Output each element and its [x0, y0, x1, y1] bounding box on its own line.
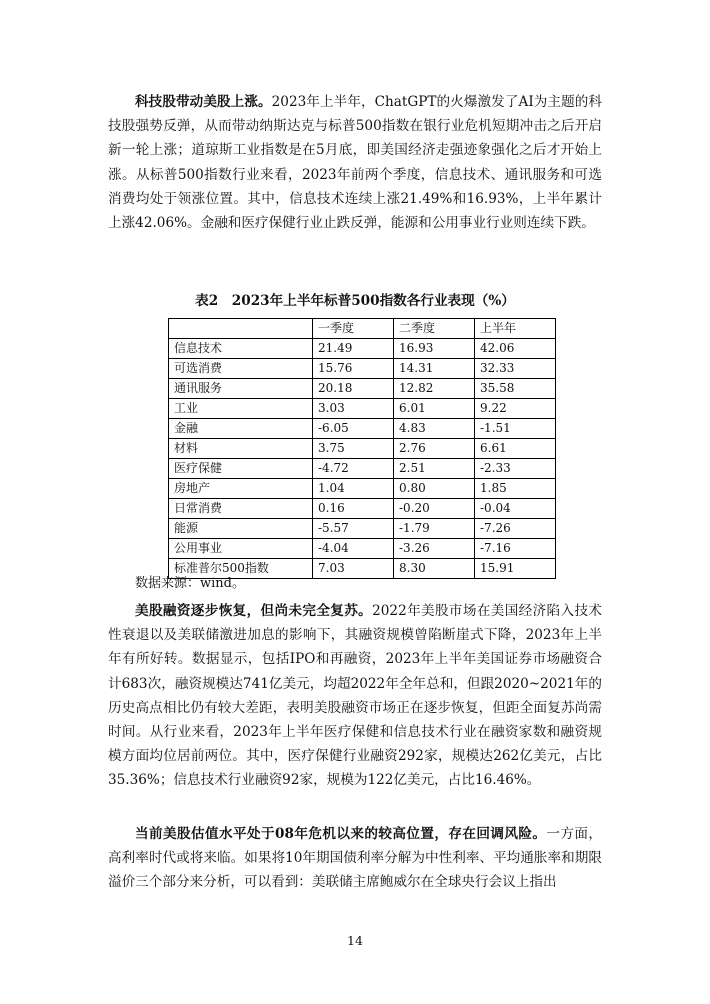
paragraph-valuation: [108, 822, 602, 895]
page-number: 14: [347, 933, 363, 948]
table-row: [169, 539, 556, 559]
sector-name-cell: 工业: [169, 399, 313, 419]
value-cell: 15.91: [475, 559, 556, 579]
value-cell: 2.51: [394, 459, 475, 479]
value-cell: 15.76: [313, 359, 394, 379]
table-row: [169, 499, 556, 519]
value-cell: 0.80: [394, 479, 475, 499]
sector-name-cell: 公用事业: [169, 539, 313, 559]
sector-name-cell: 可选消费: [169, 359, 313, 379]
sector-name-cell: 房地产: [169, 479, 313, 499]
sector-name-cell: 金融: [169, 419, 313, 439]
value-cell: 2.76: [394, 439, 475, 459]
table-row: [169, 439, 556, 459]
table-row: [169, 519, 556, 539]
table-header-cell: 上半年: [475, 319, 556, 339]
value-cell: 0.16: [313, 499, 394, 519]
paragraph-lead: 科技股带动美股上涨。: [135, 94, 272, 110]
value-cell: 42.06: [475, 339, 556, 359]
value-cell: 21.49: [313, 339, 394, 359]
paragraph-lead: 当前美股估值水平处于08年危机以来的较高位置，存在回调风险。: [135, 826, 547, 842]
sector-name-cell: 通讯服务: [169, 379, 313, 399]
paragraph-lead: 美股融资逐步恢复，但尚未完全复苏。: [135, 603, 373, 619]
value-cell: -5.57: [313, 519, 394, 539]
paragraph-tech-stocks: [108, 90, 602, 235]
table-row: [169, 359, 556, 379]
value-cell: -6.05: [313, 419, 394, 439]
value-cell: 8.30: [394, 559, 475, 579]
table-row: [169, 339, 556, 359]
value-cell: 20.18: [313, 379, 394, 399]
paragraph-body: 一方面，高利率时代或将来临。如果将10年期国债利率分解为中性利率、平均通胀率和期限溢价三个部分来分析，可以看到：美联储主席鲍威尔在全球央行会议上指出: [108, 826, 603, 891]
sector-name-cell: 能源: [169, 519, 313, 539]
value-cell: 32.33: [475, 359, 556, 379]
table-header-cell: 一季度: [313, 319, 394, 339]
value-cell: 12.82: [394, 379, 475, 399]
value-cell: -7.16: [475, 539, 556, 559]
table-row: [169, 479, 556, 499]
sector-name-cell: 医疗保健: [169, 459, 313, 479]
sector-name-cell: 标准普尔500指数: [169, 559, 313, 579]
table-row: [169, 459, 556, 479]
value-cell: 6.01: [394, 399, 475, 419]
table-header-cell: 二季度: [394, 319, 475, 339]
value-cell: 6.61: [475, 439, 556, 459]
value-cell: -0.20: [394, 499, 475, 519]
value-cell: -0.04: [475, 499, 556, 519]
value-cell: 35.58: [475, 379, 556, 399]
value-cell: 7.03: [313, 559, 394, 579]
value-cell: 4.83: [394, 419, 475, 439]
value-cell: 1.04: [313, 479, 394, 499]
paragraph-body: 2023年上半年，ChatGPT的火爆激发了AI为主题的科技股强势反弹，从而带动纳斯达克与标普500指数在银行业危机短期冲击之后开启新一轮上涨；道琼斯工业指数是在5月底，即美国经济走强迹象强化之后才开始上涨。从标普500指数行业来看，2023年前两个季度，信息技术、通讯服务和可选消费均处于领涨位置。其中，信息技术连续上涨21.49%和16.93%，上半年累计上涨42.06%。金融和医疗保健行业止跌反弹，能源和公用事业行业则连续下跌。: [108, 94, 603, 232]
value-cell: -2.33: [475, 459, 556, 479]
table-row: [169, 379, 556, 399]
value-cell: -1.79: [394, 519, 475, 539]
sector-name-cell: 材料: [169, 439, 313, 459]
data-source-note: 数据来源：wind。: [135, 576, 245, 591]
sector-performance-table: [168, 318, 556, 579]
value-cell: 14.31: [394, 359, 475, 379]
value-cell: -7.26: [475, 519, 556, 539]
table-caption: 表2 2023年上半年标普500指数各行业表现（%）: [195, 293, 515, 309]
sector-name-cell: 信息技术: [169, 339, 313, 359]
table-row: [169, 419, 556, 439]
value-cell: -3.26: [394, 539, 475, 559]
value-cell: 9.22: [475, 399, 556, 419]
value-cell: 3.75: [313, 439, 394, 459]
table-row: [169, 399, 556, 419]
value-cell: 16.93: [394, 339, 475, 359]
paragraph-financing: [108, 599, 602, 793]
value-cell: -4.72: [313, 459, 394, 479]
value-cell: -1.51: [475, 419, 556, 439]
table-header-row: [169, 319, 556, 339]
paragraph-body: 2022年美股市场在美国经济陷入技术性衰退以及美联储激进加息的影响下，其融资规模曾陷断崖式下降，2023年上半年有所好转。数据显示，包括IPO和再融资，2023年上半年美国证券市场融资合计683次，融资规模达741亿美元，均超2022年全年总和，但跟2020~2021年的历史高点相比仍有较大差距，表明美股融资市场正在逐步恢复，但距全面复苏尚需时间。从行业来看，2023年上半年医疗保健和信息技术行业在融资家数和融资规模方面均位居前两位。其中，医疗保健行业融资292家，规模达262亿美元，占比35.36%；信息技术行业融资92家，规模为122亿美元，占比16.46%。: [108, 603, 602, 789]
sector-name-cell: 日常消费: [169, 499, 313, 519]
value-cell: 1.85: [475, 479, 556, 499]
value-cell: 3.03: [313, 399, 394, 419]
table-header-cell: [169, 319, 313, 339]
value-cell: -4.04: [313, 539, 394, 559]
